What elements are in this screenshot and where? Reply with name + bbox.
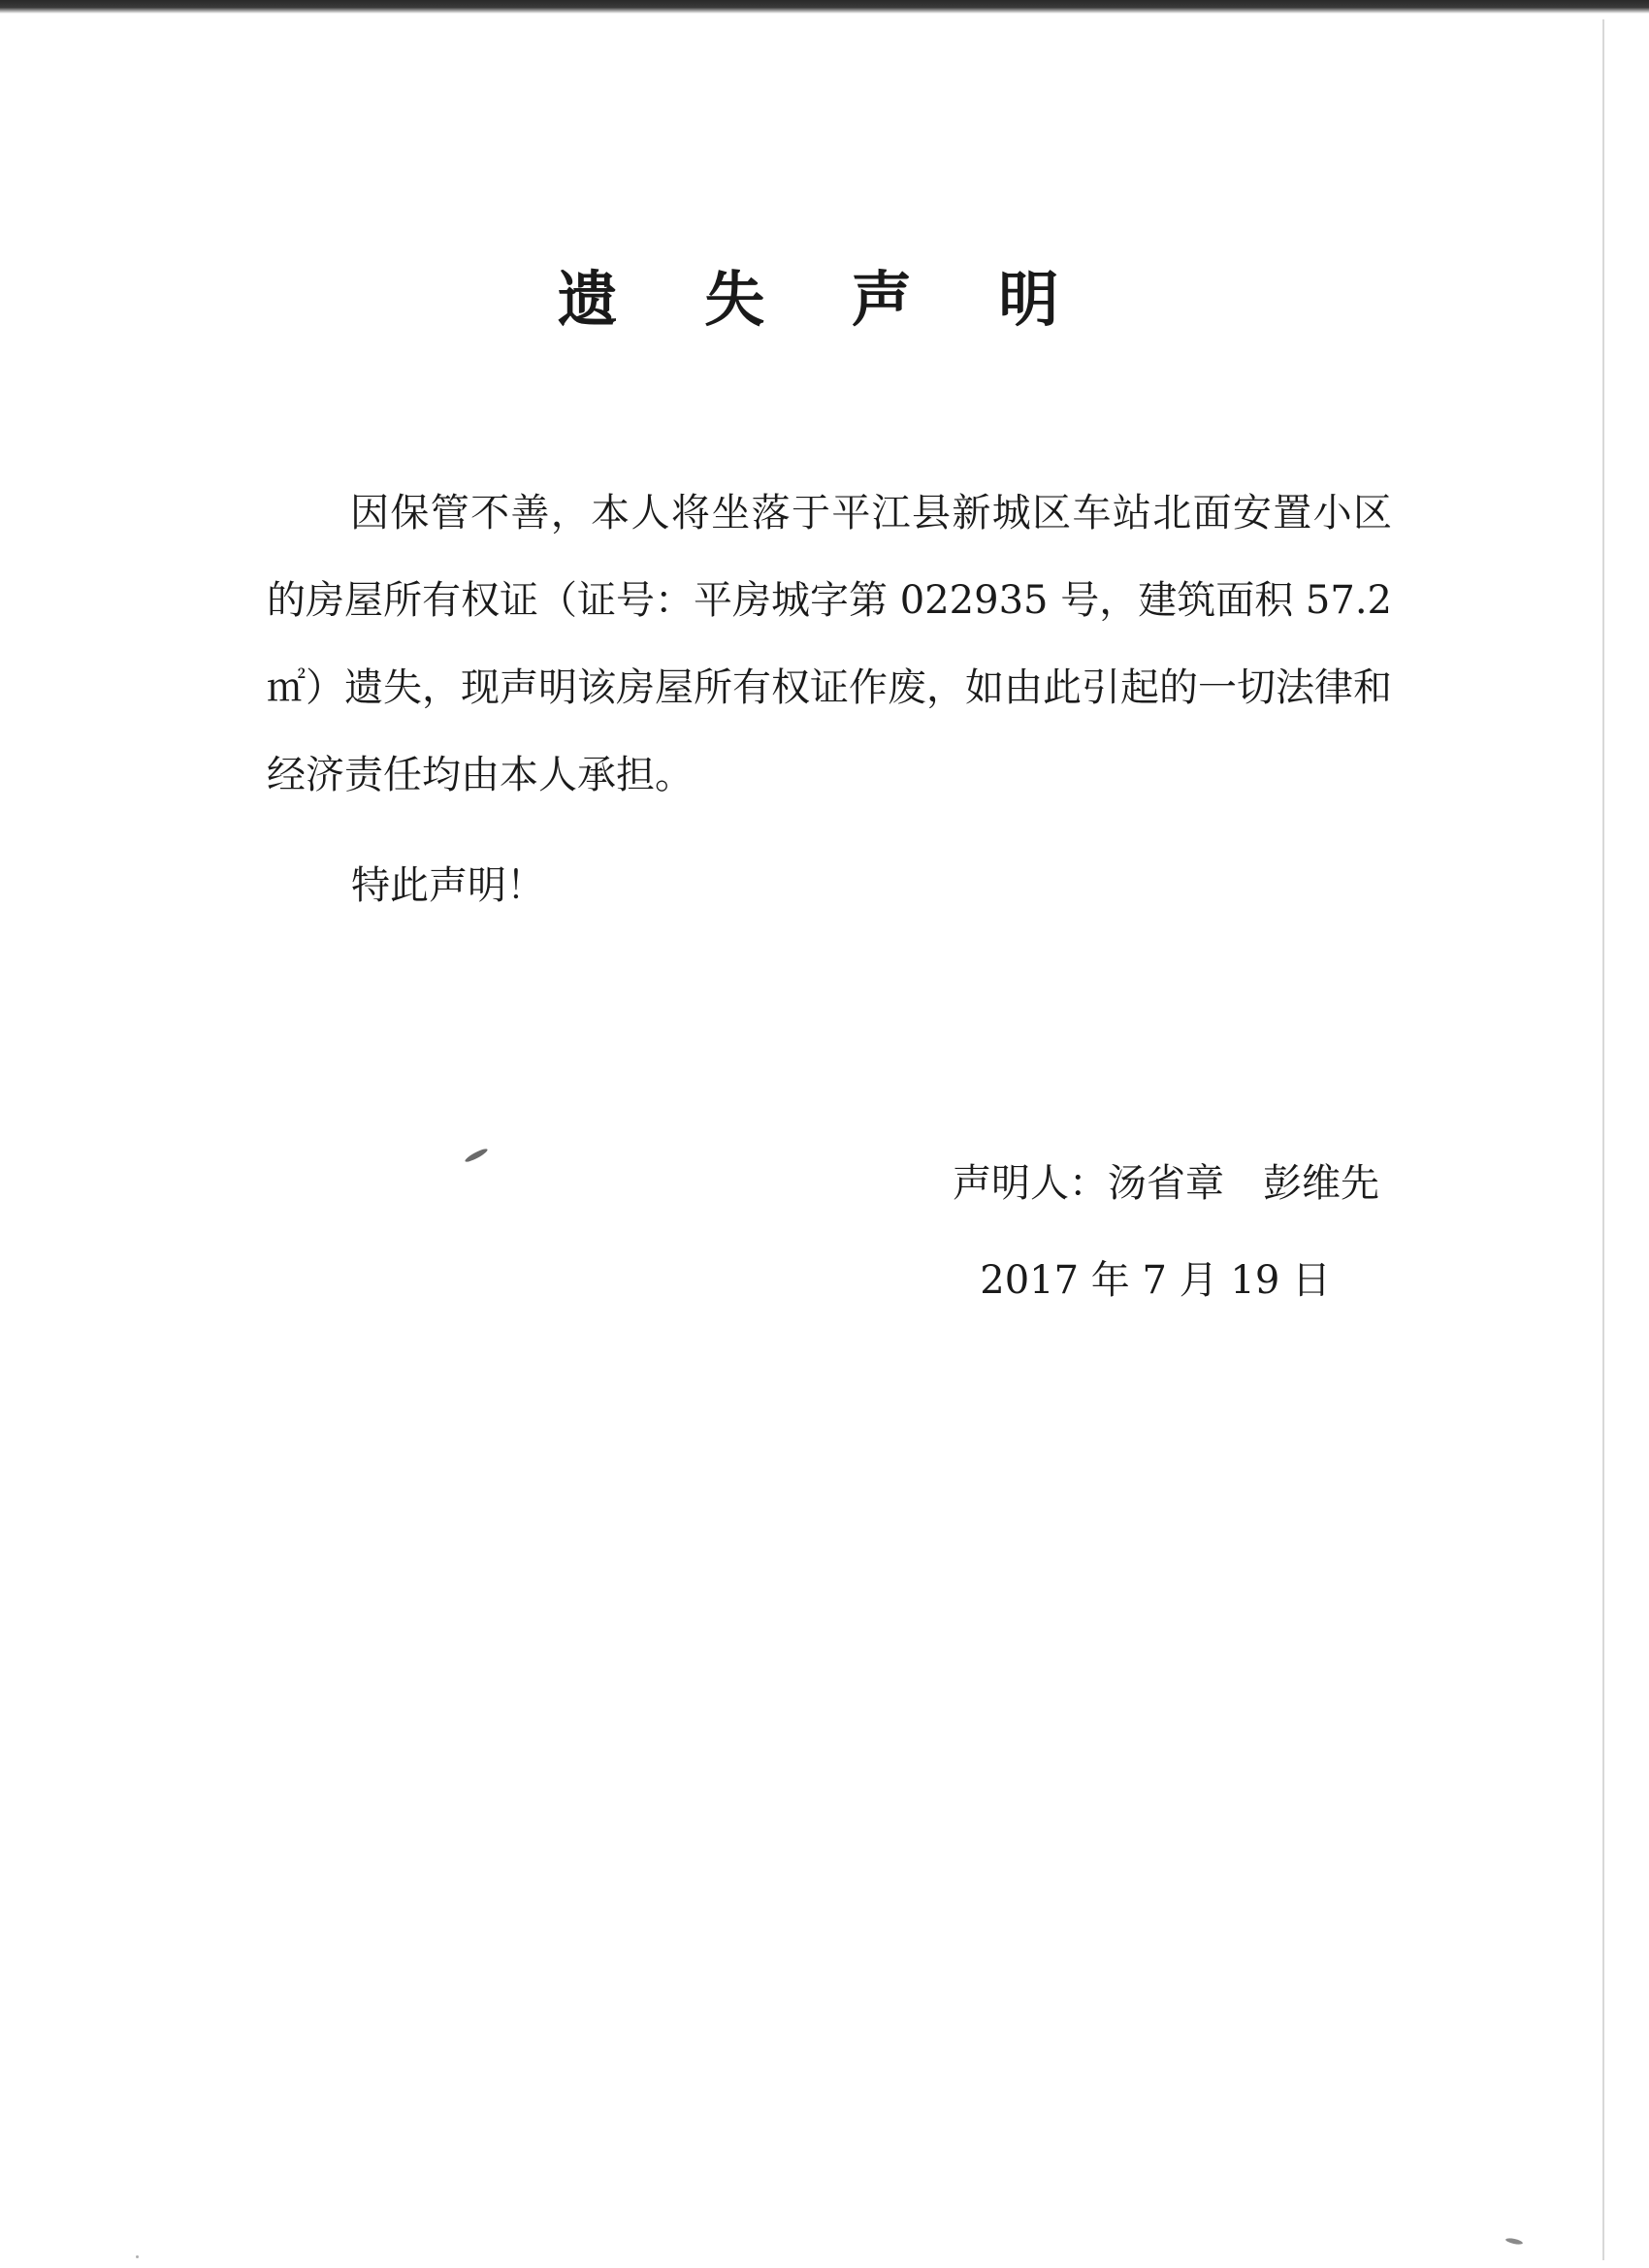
declaration-date: 2017 年 7 月 19 日	[980, 1258, 1331, 1303]
ink-mark	[1505, 2237, 1524, 2246]
declarant-line	[953, 1140, 1379, 1227]
declarant-names: 汤省章 彭维先	[1108, 1161, 1379, 1206]
scan-top-border	[0, 0, 1649, 14]
declarant-label: 声明人：	[953, 1161, 1108, 1206]
declaration-paragraph: 因保管不善，本人将坐落于平江县新城区车站北面安置小区的房屋所有权证（证号：平房城字第 022935 号，建筑面积 57.2 ㎡）遗失，现声明该房屋所有权证作废，如由此引起的一切法律和经济责任均由本人承担。	[267, 491, 1392, 797]
scan-right-border	[1602, 19, 1604, 2260]
closing-statement: 特此声明！	[351, 863, 545, 908]
page-title: 遗 失 声 明	[557, 264, 1092, 335]
scan-speck	[136, 2255, 139, 2258]
ink-mark	[464, 1147, 489, 1164]
